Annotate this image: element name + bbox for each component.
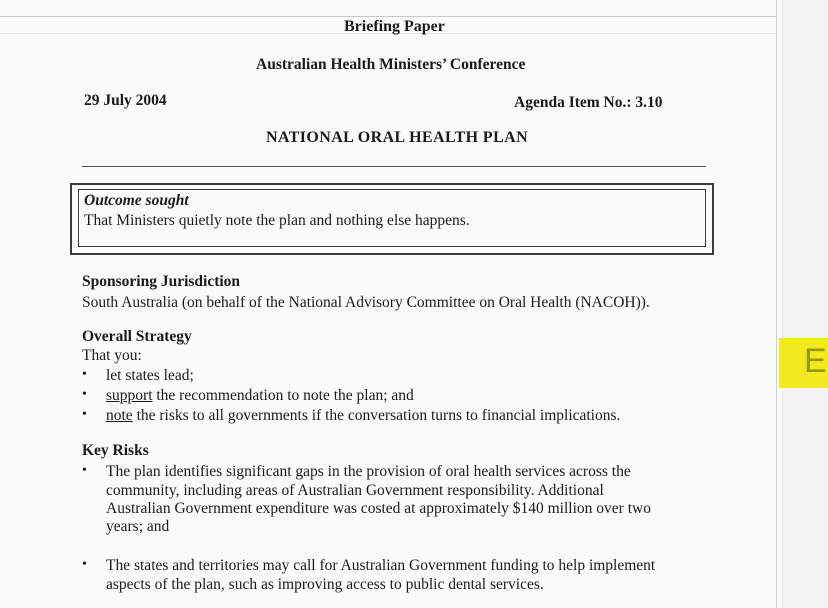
conference-name: Australian Health Ministers’ Conference [256,56,526,73]
strategy-item-2-lead: support [106,387,153,404]
strategy-item-3-text: the risks to all governments if the conversation turns to financial implications. [132,407,621,424]
outcome-heading: Outcome sought [84,192,189,209]
strategy-item-3-lead: note [106,407,133,424]
strategy-item-1 [106,367,194,385]
next-page-strip [783,0,828,608]
bullet-icon: • [82,387,87,402]
agenda-item: Agenda Item No.: 3.10 [514,94,663,111]
risk-1-line-2: community, including areas of Australian Government responsibility. Additional [106,482,604,499]
page-edge-faint [782,0,783,608]
header-divider [82,166,706,167]
risks-heading: Key Risks [82,442,149,459]
strategy-intro: That you: [82,347,142,364]
bullet-icon: • [82,557,87,572]
strategy-item-3 [106,407,620,425]
document-date: 29 July 2004 [84,92,167,109]
strategy-item-1-text: let states lead; [106,367,194,384]
strategy-item-2 [106,387,414,405]
page-top-rule [0,16,776,17]
risk-1-line-1: The plan identifies significant gaps in the provision of oral health services across the [106,463,631,480]
strategy-heading: Overall Strategy [82,328,192,345]
bullet-icon: • [82,463,87,478]
plan-title: NATIONAL ORAL HEALTH PLAN [266,129,529,146]
strategy-item-2-text: the recommendation to note the plan; and [152,387,414,404]
sponsoring-heading: Sponsoring Jurisdiction [82,273,241,290]
outcome-text: That Ministers quietly note the plan and nothing else happens. [84,212,470,229]
risk-2-line-2: aspects of the plan, such as improving access to public dental services. [106,576,544,593]
bullet-icon: • [82,407,87,422]
bullet-icon: • [82,367,87,382]
doc-type-title: Briefing Paper [344,18,445,35]
sponsoring-text: South Australia (on behalf of the National Advisory Committee on Oral Health (NACOH)). [82,294,650,311]
risk-2-line-1: The states and territories may call for Australian Government funding to help implement [106,557,656,574]
risk-1-line-3: Australian Government expenditure was costed at approximately $140 million over two [106,500,651,517]
page-edge [776,0,777,608]
index-tab-letter: E [804,342,827,380]
risk-1-line-4: years; and [106,518,170,535]
